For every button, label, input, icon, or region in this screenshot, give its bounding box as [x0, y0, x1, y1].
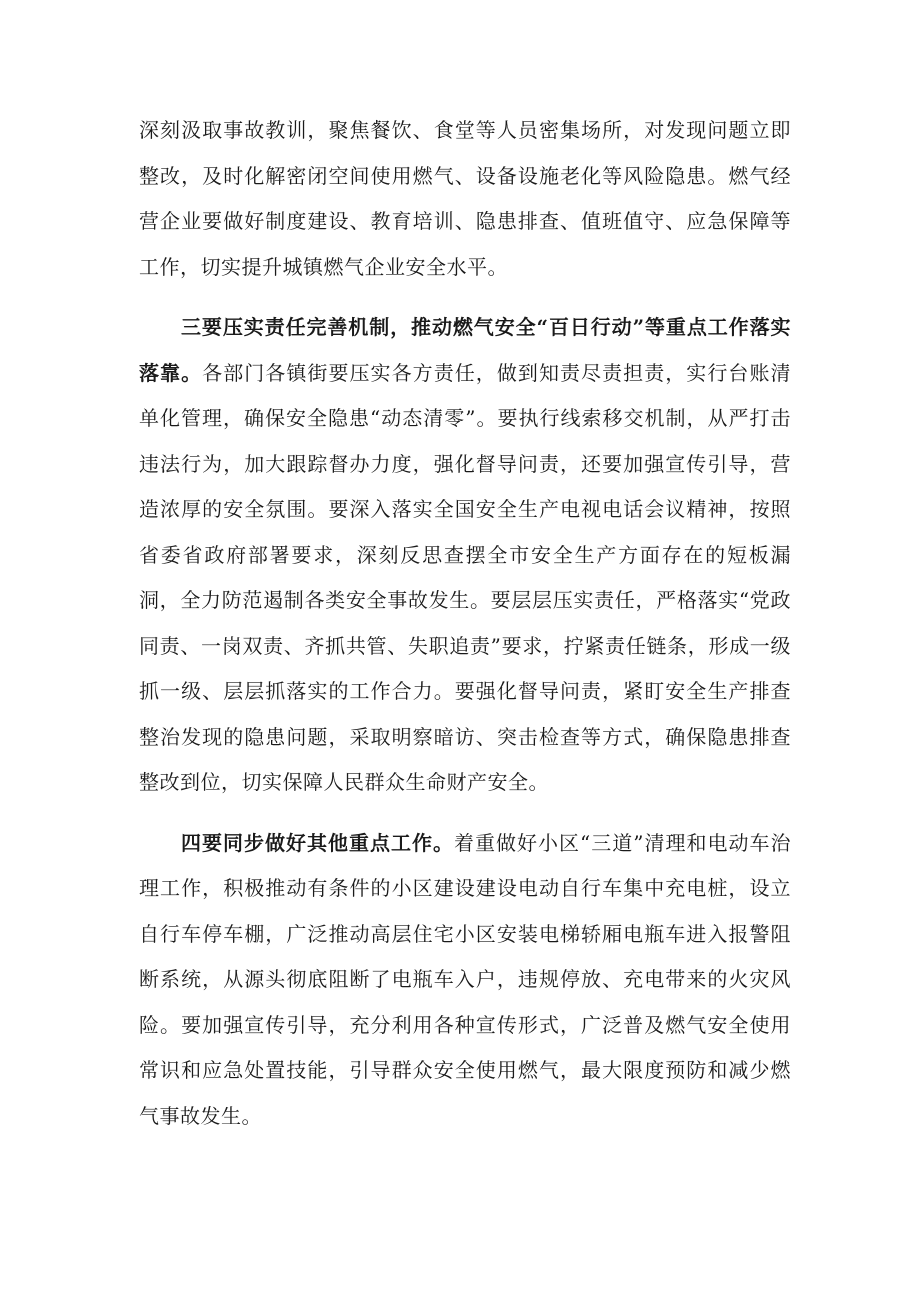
- paragraph-continuation: [139, 108, 791, 290]
- paragraph-text: 深刻汲取事故教训，聚焦餐饮、食堂等人员密集场所，对发现问题立即整改，及时化解密闭空间使用燃气、设备设施老化等风险隐患。燃气经营企业要做好制度建设、教育培训、隐患排查、值班值守、应急保障等工作，切实提升城镇燃气企业安全水平。: [139, 118, 791, 279]
- paragraph-heading: 三要压实责任完善机制，推动燃气安全“百日行动”等重点工作落实落靠。: [139, 315, 791, 385]
- document-body: [139, 108, 791, 1139]
- paragraph-point-four: [139, 821, 791, 1140]
- paragraph-point-three: [139, 305, 791, 806]
- paragraph-text: 着重做好小区“三道”清理和电动车治理工作，积极推动有条件的小区建设建设电动自行车集中充电桩，设立自行车停车棚，广泛推动高层住宅小区安装电梯轿厢电瓶车进入报警阻断系统，从源头彻底阻断了电瓶车入户，违规停放、充电带来的火灾风险。要加强宣传引导，充分利用各种宣传形式，广泛普及燃气安全使用常识和应急处置技能，引导群众安全使用燃气，最大限度预防和减少燃气事故发生。: [139, 830, 792, 1128]
- paragraph-text: 各部门各镇街要压实各方责任，做到知责尽责担责，实行台账清单化管理，确保安全隐患“动态清零”。要执行线索移交机制，从严打击违法行为，加大跟踪督办力度，强化督导问责，还要加强宣传引导，营造浓厚的安全氛围。要深入落实全国安全生产电视电话会议精神，按照省委省政府部署要求，深刻反思查摆全市安全生产方面存在的短板漏洞，全力防范遏制各类安全事故发生。要层层压实责任，严格落实“党政同责、一岗双责、齐抓共管、失职追责”要求，拧紧责任链条，形成一级抓一级、层层抓落实的工作合力。要强化督导问责，紧盯安全生产排查整治发现的隐患问题，采取明察暗访、突击检查等方式，确保隐患排查整改到位，切实保障人民群众生命财产安全。: [139, 360, 792, 794]
- paragraph-heading: 四要同步做好其他重点工作。: [181, 830, 455, 855]
